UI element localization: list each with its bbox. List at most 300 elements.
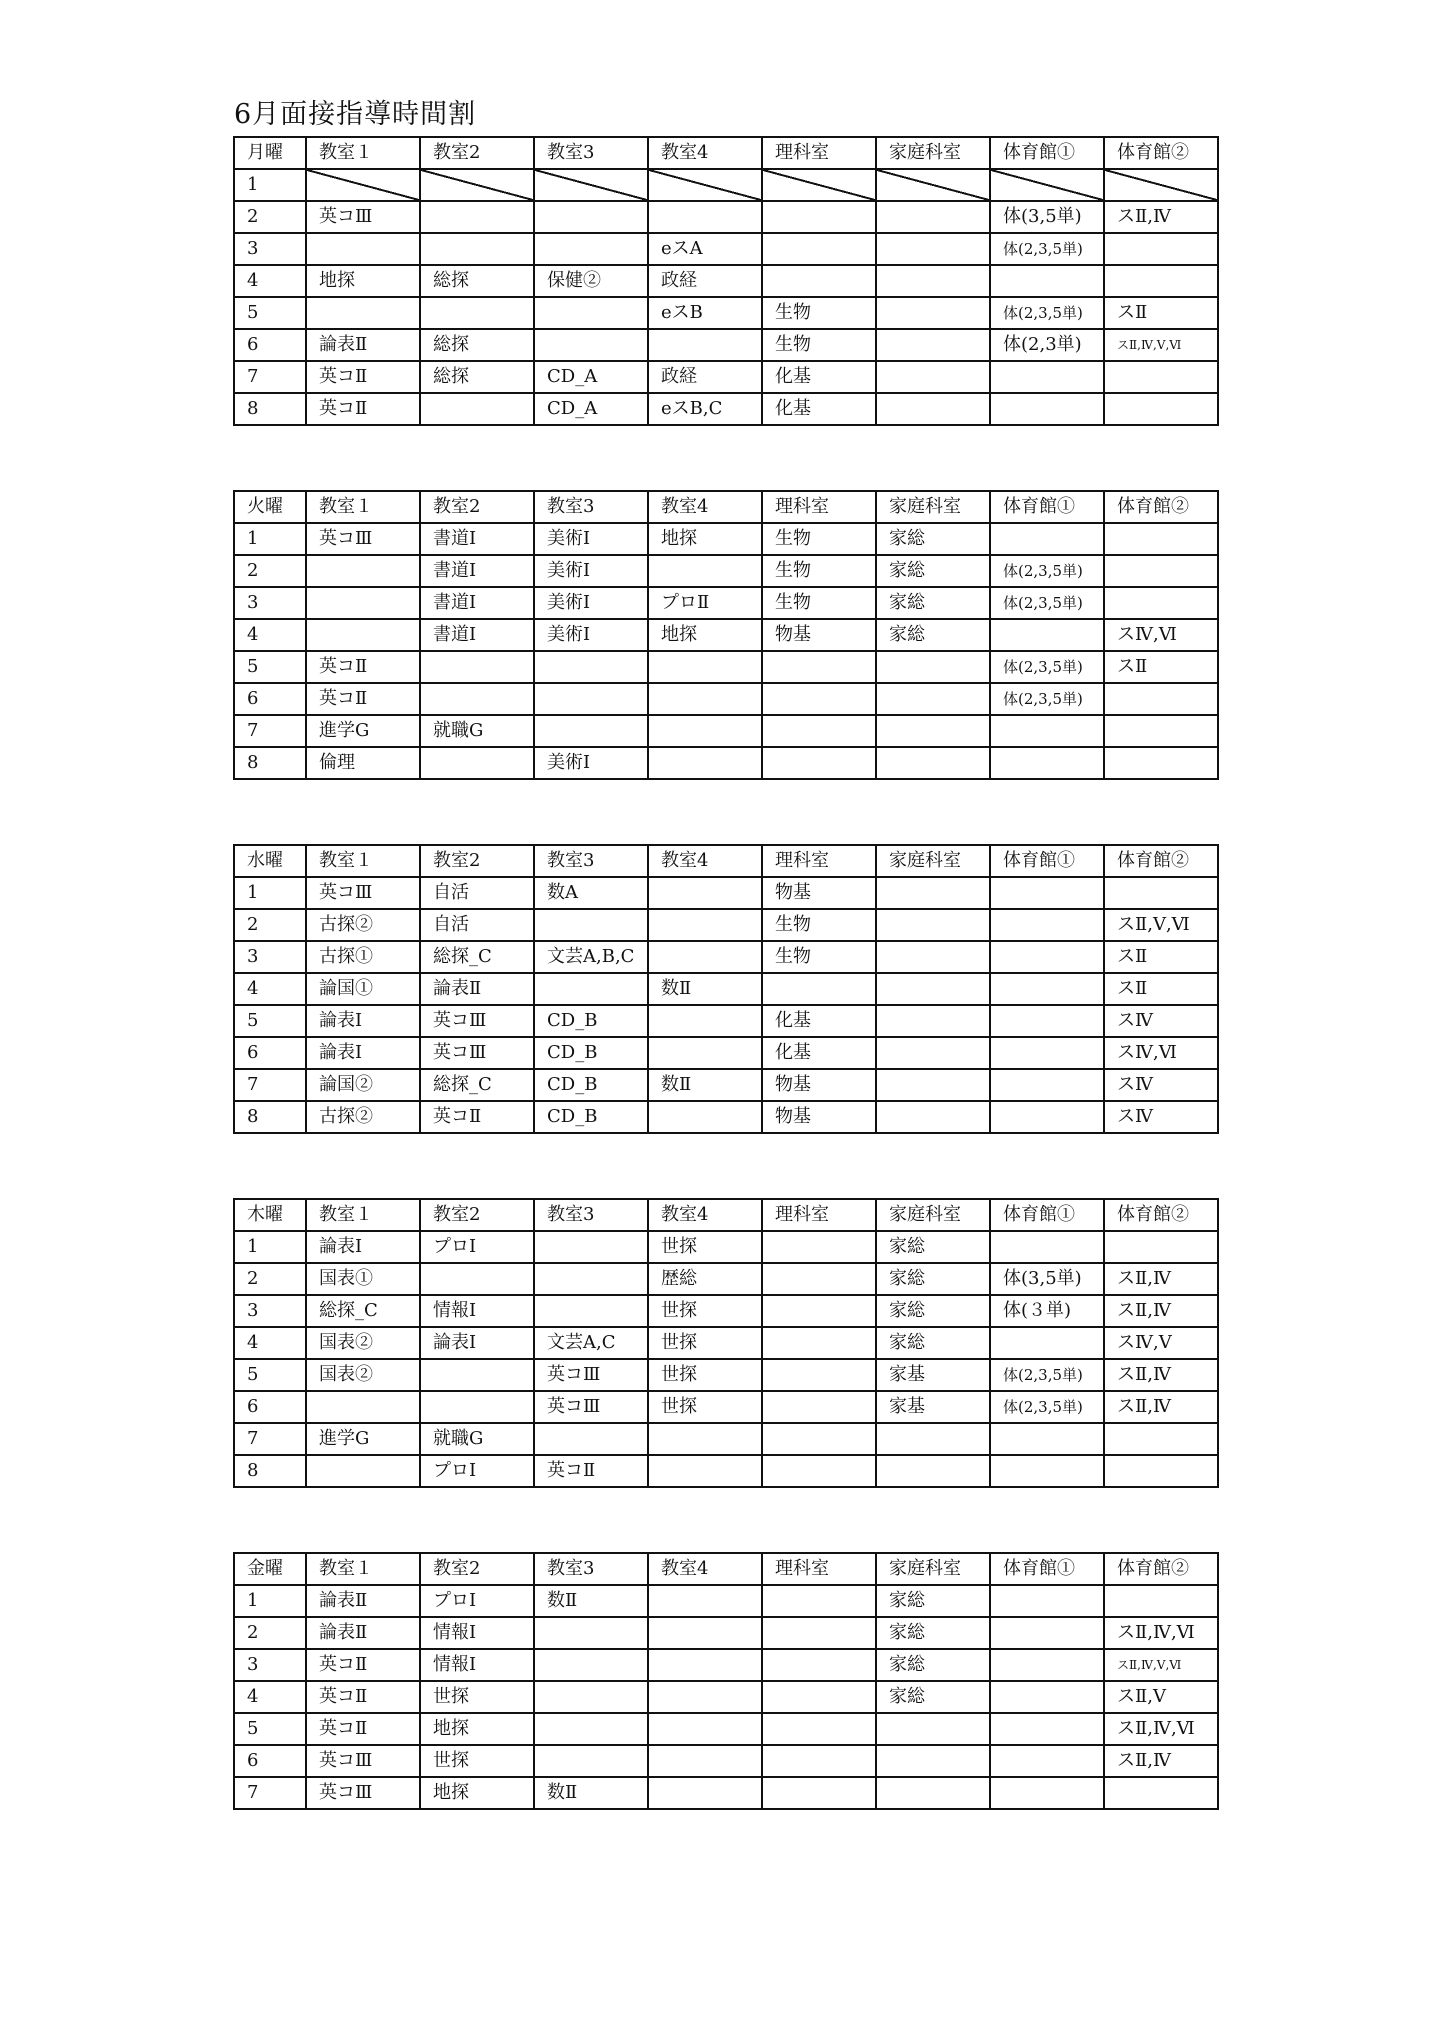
schedule-cell: 総探	[420, 265, 534, 297]
period-number: 1	[234, 523, 306, 555]
schedule-cell: 家総	[876, 1649, 990, 1681]
room-header: 体育館②	[1104, 1553, 1218, 1585]
schedule-cell	[990, 361, 1104, 393]
schedule-cell: 家基	[876, 1359, 990, 1391]
schedule-cell	[648, 909, 762, 941]
schedule-cell: 就職G	[420, 1423, 534, 1455]
schedule-cell: 国表②	[306, 1327, 420, 1359]
schedule-cell: スⅡ	[1104, 651, 1218, 683]
room-header: 教室4	[648, 491, 762, 523]
day-label: 火曜	[234, 491, 306, 523]
period-number: 2	[234, 555, 306, 587]
schedule-cell	[534, 1745, 648, 1777]
schedule-cell	[762, 1713, 876, 1745]
timetable	[233, 490, 1219, 780]
table-row	[234, 1585, 1218, 1617]
schedule-cell	[306, 233, 420, 265]
schedule-cell: 物基	[762, 619, 876, 651]
schedule-cell	[306, 619, 420, 651]
schedule-cell: スⅡ,Ⅳ	[1104, 1391, 1218, 1423]
schedule-cell: 体(2,3単)	[990, 329, 1104, 361]
schedule-cell: CD_B	[534, 1005, 648, 1037]
schedule-cell: スⅡ	[1104, 973, 1218, 1005]
schedule-cell: 世探	[420, 1681, 534, 1713]
period-number: 7	[234, 361, 306, 393]
schedule-cell: 体(2,3,5単)	[990, 587, 1104, 619]
schedule-cell: 体(2,3,5単)	[990, 555, 1104, 587]
schedule-cell: CD_B	[534, 1101, 648, 1133]
schedule-cell	[420, 1263, 534, 1295]
schedule-cell: 英コⅡ	[420, 1101, 534, 1133]
schedule-cell: 英コⅢ	[306, 1777, 420, 1809]
schedule-cell: 世探	[648, 1295, 762, 1327]
schedule-cell: プロⅡ	[648, 587, 762, 619]
schedule-cell	[990, 619, 1104, 651]
schedule-cell: 数Ⅱ	[648, 973, 762, 1005]
page-title: 6月面接指導時間割	[234, 99, 477, 130]
schedule-cell: スⅡ,Ⅳ	[1104, 1745, 1218, 1777]
schedule-cell	[534, 201, 648, 233]
period-number: 8	[234, 1101, 306, 1133]
schedule-cell: 生物	[762, 909, 876, 941]
schedule-cell: スⅡ,Ⅳ,Ⅴ,Ⅵ	[1104, 329, 1218, 361]
header-row	[234, 491, 1218, 523]
schedule-cell: 英コⅡ	[306, 361, 420, 393]
schedule-cell: CD_B	[534, 1037, 648, 1069]
schedule-cell: 体(2,3,5単)	[990, 651, 1104, 683]
period-number: 1	[234, 169, 306, 201]
timetable	[233, 136, 1219, 426]
schedule-cell: 家総	[876, 1585, 990, 1617]
schedule-cell	[876, 1037, 990, 1069]
schedule-cell: 文芸A,B,C	[534, 941, 648, 973]
schedule-cell	[990, 909, 1104, 941]
schedule-cell	[1104, 747, 1218, 779]
schedule-cell: 体(2,3,5単)	[990, 233, 1104, 265]
schedule-cell	[990, 715, 1104, 747]
table-row	[234, 1391, 1218, 1423]
room-header: 理科室	[762, 1199, 876, 1231]
schedule-cell: 物基	[762, 1101, 876, 1133]
schedule-cell	[876, 1455, 990, 1487]
schedule-cell: 英コⅡ	[306, 651, 420, 683]
schedule-cell	[534, 329, 648, 361]
schedule-cell: 美術Ⅰ	[534, 523, 648, 555]
schedule-cell: 体(３単)	[990, 1295, 1104, 1327]
table-row	[234, 361, 1218, 393]
schedule-cell: 論国①	[306, 973, 420, 1005]
schedule-cell: 総探_C	[420, 1069, 534, 1101]
schedule-cell: 英コⅡ	[534, 1455, 648, 1487]
schedule-cell	[990, 265, 1104, 297]
schedule-cell: 英コⅢ	[306, 201, 420, 233]
schedule-cell: eスB,C	[648, 393, 762, 425]
period-number: 6	[234, 1391, 306, 1423]
unavailable-cell	[876, 169, 990, 201]
room-header: 教室2	[420, 137, 534, 169]
schedule-cell: スⅡ	[1104, 941, 1218, 973]
schedule-cell: 家総	[876, 1295, 990, 1327]
schedule-cell	[648, 555, 762, 587]
table-row	[234, 523, 1218, 555]
schedule-cell: スⅡ,Ⅳ	[1104, 201, 1218, 233]
schedule-cell: 論表Ⅱ	[306, 329, 420, 361]
room-header: 教室2	[420, 1199, 534, 1231]
room-header: 体育館②	[1104, 137, 1218, 169]
schedule-cell: 書道Ⅰ	[420, 523, 534, 555]
schedule-cell: 地探	[648, 523, 762, 555]
schedule-cell	[990, 1681, 1104, 1713]
period-number: 8	[234, 1455, 306, 1487]
schedule-cell: スⅡ,Ⅴ,Ⅵ	[1104, 909, 1218, 941]
schedule-cell: 家総	[876, 1263, 990, 1295]
schedule-cell: 生物	[762, 555, 876, 587]
table-row	[234, 233, 1218, 265]
period-number: 4	[234, 973, 306, 1005]
schedule-cell	[876, 1101, 990, 1133]
room-header: 教室１	[306, 137, 420, 169]
schedule-cell: CD_A	[534, 393, 648, 425]
schedule-cell	[990, 1617, 1104, 1649]
table-row	[234, 1423, 1218, 1455]
room-header: 教室3	[534, 1553, 648, 1585]
schedule-cell	[534, 651, 648, 683]
schedule-cell	[1104, 523, 1218, 555]
schedule-cell: 論表Ⅱ	[306, 1617, 420, 1649]
period-number: 8	[234, 393, 306, 425]
schedule-cell: 物基	[762, 1069, 876, 1101]
schedule-cell: 情報Ⅰ	[420, 1649, 534, 1681]
table-row	[234, 1745, 1218, 1777]
schedule-cell: 体(3,5単)	[990, 1263, 1104, 1295]
unavailable-cell	[648, 169, 762, 201]
schedule-cell: 英コⅡ	[306, 1649, 420, 1681]
schedule-cell	[762, 1681, 876, 1713]
schedule-cell	[990, 1745, 1104, 1777]
schedule-cell	[420, 233, 534, 265]
schedule-cell: 地探	[306, 265, 420, 297]
schedule-cell	[762, 1295, 876, 1327]
room-header: 体育館①	[990, 1553, 1104, 1585]
schedule-cell: 家総	[876, 523, 990, 555]
schedule-cell	[876, 747, 990, 779]
unavailable-cell	[306, 169, 420, 201]
schedule-cell: eスA	[648, 233, 762, 265]
schedule-cell	[1104, 683, 1218, 715]
period-number: 6	[234, 683, 306, 715]
schedule-cell: プロⅠ	[420, 1455, 534, 1487]
header-row	[234, 1199, 1218, 1231]
schedule-cell: 化基	[762, 393, 876, 425]
schedule-cell: 体(2,3,5単)	[990, 1359, 1104, 1391]
schedule-cell	[420, 393, 534, 425]
schedule-cell: 進学G	[306, 715, 420, 747]
schedule-cell	[648, 683, 762, 715]
schedule-cell: 英コⅢ	[534, 1391, 648, 1423]
schedule-cell: 世探	[648, 1327, 762, 1359]
timetable-wednesday	[233, 844, 1217, 1134]
schedule-cell	[648, 1101, 762, 1133]
schedule-cell	[762, 1263, 876, 1295]
schedule-cell: 英コⅡ	[306, 1713, 420, 1745]
schedule-cell	[990, 1069, 1104, 1101]
schedule-cell	[306, 1455, 420, 1487]
schedule-cell	[1104, 1585, 1218, 1617]
schedule-cell	[648, 941, 762, 973]
schedule-cell: 体(2,3,5単)	[990, 1391, 1104, 1423]
schedule-cell: スⅡ,Ⅴ	[1104, 1681, 1218, 1713]
table-row	[234, 297, 1218, 329]
period-number: 7	[234, 1777, 306, 1809]
schedule-cell: 情報Ⅰ	[420, 1295, 534, 1327]
schedule-cell	[876, 297, 990, 329]
schedule-cell: 生物	[762, 523, 876, 555]
schedule-cell	[990, 1005, 1104, 1037]
schedule-cell	[1104, 1231, 1218, 1263]
schedule-cell	[876, 1745, 990, 1777]
table-row	[234, 941, 1218, 973]
room-header: 教室4	[648, 1199, 762, 1231]
room-header: 体育館②	[1104, 845, 1218, 877]
schedule-cell	[990, 1777, 1104, 1809]
period-number: 7	[234, 1423, 306, 1455]
table-row	[234, 1649, 1218, 1681]
room-header: 体育館①	[990, 845, 1104, 877]
schedule-cell: 文芸A,C	[534, 1327, 648, 1359]
schedule-cell	[420, 683, 534, 715]
timetable	[233, 1198, 1219, 1488]
schedule-cell	[1104, 393, 1218, 425]
room-header: 教室3	[534, 1199, 648, 1231]
schedule-cell: 論表Ⅱ	[306, 1585, 420, 1617]
table-row	[234, 1263, 1218, 1295]
schedule-cell	[648, 1005, 762, 1037]
schedule-cell: 就職G	[420, 715, 534, 747]
room-header: 体育館②	[1104, 491, 1218, 523]
schedule-cell	[876, 909, 990, 941]
schedule-cell	[420, 747, 534, 779]
schedule-cell	[648, 1037, 762, 1069]
schedule-cell	[762, 747, 876, 779]
schedule-cell	[534, 973, 648, 1005]
schedule-cell	[306, 555, 420, 587]
schedule-cell	[420, 297, 534, 329]
table-row	[234, 169, 1218, 201]
table-row	[234, 619, 1218, 651]
schedule-cell: 物基	[762, 877, 876, 909]
room-header: 教室4	[648, 137, 762, 169]
schedule-cell	[648, 1713, 762, 1745]
table-row	[234, 1777, 1218, 1809]
schedule-cell	[534, 233, 648, 265]
schedule-cell: 自活	[420, 909, 534, 941]
schedule-cell: 論表Ⅰ	[420, 1327, 534, 1359]
schedule-cell	[1104, 555, 1218, 587]
schedule-cell	[534, 1713, 648, 1745]
schedule-cell: 家総	[876, 555, 990, 587]
period-number: 5	[234, 1005, 306, 1037]
table-row	[234, 973, 1218, 1005]
schedule-cell: 歴総	[648, 1263, 762, 1295]
schedule-cell: CD_A	[534, 361, 648, 393]
schedule-cell	[990, 1037, 1104, 1069]
schedule-cell: 論表Ⅰ	[306, 1231, 420, 1263]
schedule-cell: 進学G	[306, 1423, 420, 1455]
schedule-cell	[648, 1585, 762, 1617]
schedule-cell	[534, 683, 648, 715]
period-number: 3	[234, 1649, 306, 1681]
schedule-cell: 情報Ⅰ	[420, 1617, 534, 1649]
schedule-cell	[762, 1423, 876, 1455]
schedule-cell: 総探	[420, 361, 534, 393]
schedule-cell	[420, 1359, 534, 1391]
period-number: 4	[234, 265, 306, 297]
room-header: 教室4	[648, 1553, 762, 1585]
schedule-cell: スⅣ	[1104, 1101, 1218, 1133]
day-label: 月曜	[234, 137, 306, 169]
schedule-cell: 数Ⅱ	[534, 1777, 648, 1809]
room-header: 家庭科室	[876, 1199, 990, 1231]
schedule-cell: 数A	[534, 877, 648, 909]
schedule-cell: 化基	[762, 1005, 876, 1037]
period-number: 7	[234, 715, 306, 747]
schedule-cell: 化基	[762, 361, 876, 393]
schedule-cell: 古探①	[306, 941, 420, 973]
header-row	[234, 137, 1218, 169]
period-number: 3	[234, 941, 306, 973]
schedule-cell	[876, 715, 990, 747]
table-row	[234, 877, 1218, 909]
table-row	[234, 909, 1218, 941]
schedule-cell: 古探②	[306, 909, 420, 941]
period-number: 5	[234, 297, 306, 329]
day-label: 水曜	[234, 845, 306, 877]
schedule-cell	[420, 201, 534, 233]
schedule-cell: 化基	[762, 1037, 876, 1069]
schedule-cell: 家総	[876, 587, 990, 619]
table-row	[234, 1037, 1218, 1069]
table-row	[234, 1455, 1218, 1487]
schedule-cell	[648, 329, 762, 361]
schedule-cell: 家総	[876, 1617, 990, 1649]
schedule-cell: 英コⅢ	[420, 1037, 534, 1069]
schedule-cell: 英コⅢ	[534, 1359, 648, 1391]
timetable	[233, 844, 1219, 1134]
schedule-cell	[990, 1423, 1104, 1455]
schedule-cell	[306, 297, 420, 329]
schedule-cell: 体(2,3,5単)	[990, 683, 1104, 715]
schedule-cell	[762, 1617, 876, 1649]
schedule-cell: 書道Ⅰ	[420, 587, 534, 619]
table-row	[234, 1681, 1218, 1713]
schedule-cell: 論表Ⅰ	[306, 1037, 420, 1069]
period-number: 6	[234, 1037, 306, 1069]
schedule-cell	[306, 587, 420, 619]
schedule-cell: 世探	[648, 1231, 762, 1263]
schedule-cell	[990, 973, 1104, 1005]
schedule-cell: 家総	[876, 1231, 990, 1263]
schedule-cell: スⅡ,Ⅳ,Ⅵ	[1104, 1713, 1218, 1745]
unavailable-cell	[534, 169, 648, 201]
period-number: 2	[234, 909, 306, 941]
schedule-cell: 英コⅢ	[420, 1005, 534, 1037]
schedule-cell: 古探②	[306, 1101, 420, 1133]
schedule-cell	[876, 1777, 990, 1809]
schedule-cell	[990, 1101, 1104, 1133]
room-header: 体育館①	[990, 137, 1104, 169]
schedule-cell	[762, 1777, 876, 1809]
room-header: 家庭科室	[876, 491, 990, 523]
schedule-cell: 生物	[762, 297, 876, 329]
unavailable-cell	[990, 169, 1104, 201]
unavailable-cell	[1104, 169, 1218, 201]
schedule-cell: 家総	[876, 619, 990, 651]
schedule-cell	[762, 1455, 876, 1487]
schedule-cell	[990, 877, 1104, 909]
schedule-cell	[876, 941, 990, 973]
period-number: 4	[234, 1327, 306, 1359]
room-header: 教室2	[420, 491, 534, 523]
period-number: 5	[234, 1359, 306, 1391]
table-row	[234, 265, 1218, 297]
table-row	[234, 329, 1218, 361]
schedule-cell	[648, 1423, 762, 1455]
period-number: 1	[234, 1231, 306, 1263]
schedule-cell	[1104, 1777, 1218, 1809]
room-header: 家庭科室	[876, 1553, 990, 1585]
period-number: 2	[234, 1617, 306, 1649]
schedule-cell: スⅡ	[1104, 297, 1218, 329]
schedule-cell	[762, 683, 876, 715]
schedule-cell: 総探_C	[420, 941, 534, 973]
schedule-cell: 政経	[648, 265, 762, 297]
schedule-cell	[876, 233, 990, 265]
schedule-cell: 地探	[420, 1713, 534, 1745]
schedule-cell: スⅡ,Ⅳ	[1104, 1295, 1218, 1327]
table-row	[234, 1713, 1218, 1745]
schedule-cell: 自活	[420, 877, 534, 909]
schedule-cell	[762, 1391, 876, 1423]
period-number: 1	[234, 877, 306, 909]
schedule-cell	[648, 1777, 762, 1809]
schedule-cell: スⅣ,Ⅵ	[1104, 1037, 1218, 1069]
room-header: 教室１	[306, 1199, 420, 1231]
schedule-cell	[876, 973, 990, 1005]
schedule-cell: 世探	[420, 1745, 534, 1777]
schedule-cell: 保健②	[534, 265, 648, 297]
header-row	[234, 845, 1218, 877]
schedule-cell	[762, 1231, 876, 1263]
schedule-cell: 地探	[420, 1777, 534, 1809]
timetable-thursday	[233, 1198, 1217, 1488]
room-header: 理科室	[762, 1553, 876, 1585]
table-row	[234, 1005, 1218, 1037]
table-row	[234, 1359, 1218, 1391]
schedule-cell	[648, 1681, 762, 1713]
schedule-cell: 体(2,3,5単)	[990, 297, 1104, 329]
schedule-cell: スⅡ,Ⅳ,Ⅴ,Ⅵ	[1104, 1649, 1218, 1681]
schedule-cell	[876, 651, 990, 683]
schedule-cell	[762, 265, 876, 297]
period-number: 2	[234, 1263, 306, 1295]
period-number: 5	[234, 1713, 306, 1745]
schedule-cell	[534, 297, 648, 329]
schedule-cell	[420, 1391, 534, 1423]
room-header: 教室2	[420, 845, 534, 877]
room-header: 理科室	[762, 491, 876, 523]
period-number: 3	[234, 233, 306, 265]
schedule-cell: 地探	[648, 619, 762, 651]
